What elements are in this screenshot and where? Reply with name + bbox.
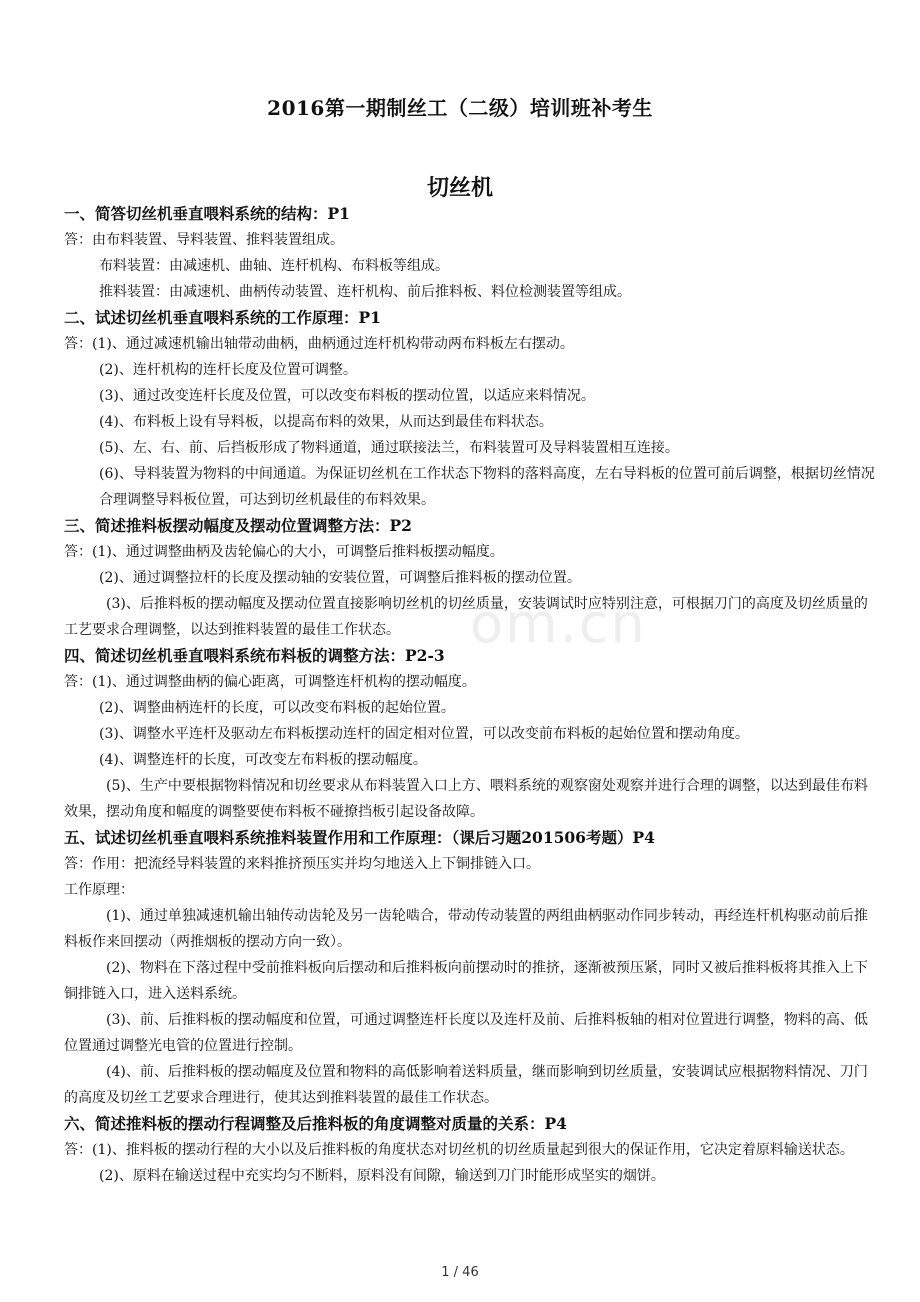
question-4-answer: 答：(1)、通过调整曲柄的偏心距离，可调整连杆机构的摆动幅度。 bbox=[64, 674, 476, 690]
question-5-line: (1)、通过单独减速机输出轴传动齿轮及另一齿轮啮合，带动传动装置的两组曲柄驱动作同步转动，再经连杆机构驱动前后推料板作来回摆动（两推烟板的摆动方向一致）。 bbox=[64, 908, 868, 950]
question-3-line: (2)、通过调整拉杆的长度及摆动轴的安装位置，可调整后推料板的摆动位置。 bbox=[99, 570, 581, 586]
question-3-line: (3)、后推料板的摆动幅度及摆动位置直接影响切丝机的切丝质量，安装调试时应特别注意，可根据刀门的高度及切丝质量的工艺要求合理调整，以达到推料装置的最佳工作状态。 bbox=[64, 596, 868, 638]
question-2-line: (3)、通过改变连杆长度及位置，可以改变布料板的摆动位置，以适应来料情况。 bbox=[99, 388, 595, 404]
question-4-title: 四、简述切丝机垂直喂料系统布料板的调整方法：P2-3 bbox=[64, 646, 445, 665]
section-title: 切丝机 bbox=[426, 175, 493, 201]
question-1-line: 推料装置：由减速机、曲柄传动装置、连杆机构、前后推料板、料位检测装置等组成。 bbox=[99, 284, 631, 300]
question-5-line: (4)、前、后推料板的摆动幅度及位置和物料的高低影响着送料质量，继而影响到切丝质量，安装调试应根据物料情况、刀门的高度及切丝工艺要求合理进行，使其达到推料装置的最佳工作状态。 bbox=[64, 1064, 868, 1106]
question-4-line: (3)、调整水平连杆及驱动左布料板摆动连杆的固定相对位置，可以改变前布料板的起始位置和摆动角度。 bbox=[99, 726, 749, 742]
question-6-answer: 答：(1)、推料板的摆动行程的大小以及后推料板的角度状态对切丝机的切丝质量起到很大的保证作用，它决定着原料输送状态。 bbox=[64, 1142, 854, 1158]
page-number: 1 / 46 bbox=[441, 1265, 479, 1280]
question-3-answer: 答：(1)、通过调整曲柄及齿轮偏心的大小，可调整后推料板摆动幅度。 bbox=[64, 544, 504, 560]
question-2-line: (2)、连杆机构的连杆长度及位置可调整。 bbox=[99, 362, 357, 378]
question-2-line: (5)、左、右、前、后挡板形成了物料通道，通过联接法兰，布料装置可及导料装置相互连接。 bbox=[99, 440, 679, 456]
question-3-title: 三、简述推料板摆动幅度及摆动位置调整方法：P2 bbox=[64, 516, 412, 535]
question-4-line: (5)、生产中要根据物料情况和切丝要求从布料装置入口上方、喂料系统的观察窗处观察并进行合理的调整，以达到最佳布料效果，摆动角度和幅度的调整要使布料板不碰撩挡板引起设备故障。 bbox=[64, 778, 868, 820]
question-5-line: (3)、前、后推料板的摆动幅度和位置，可通过调整连杆长度以及连杆及前、后推料板轴的相对位置进行调整，物料的高、低位置通过调整光电管的位置进行控制。 bbox=[64, 1012, 868, 1054]
question-2-title: 二、试述切丝机垂直喂料系统的工作原理：P1 bbox=[64, 308, 381, 327]
question-1-answer: 答：由布料装置、导料装置、推料装置组成。 bbox=[64, 232, 344, 248]
document-title: 2016第一期制丝工（二级）培训班补考生 bbox=[267, 96, 653, 120]
question-4-line: (4)、调整连杆的长度，可改变左布料板的摆动幅度。 bbox=[99, 752, 427, 768]
question-1-line: 布料装置：由减速机、曲轴、连杆机构、布料板等组成。 bbox=[99, 258, 449, 274]
question-5-title: 五、试述切丝机垂直喂料系统推料装置作用和工作原理：（课后习题201506考题）P4 bbox=[64, 828, 655, 847]
watermark: om.cn bbox=[470, 592, 647, 655]
question-2-line: (4)、布料板上设有导料板，以提高布料的效果，从而达到最佳布料状态。 bbox=[99, 414, 553, 430]
question-2-answer: 答：(1)、通过减速机输出轴带动曲柄，曲柄通过连杆机构带动两布料板左右摆动。 bbox=[64, 336, 574, 352]
question-2-line: (6)、导料装置为物料的中间通道。为保证切丝机在工作状态下物料的落料高度，左右导料板的位置可前后调整，根据切丝情况合理调整导料板位置，可达到切丝机最佳的布料效果。 bbox=[99, 466, 875, 508]
question-5-line: (2)、物料在下落过程中受前推料板向后摆动和后推料板向前摆动时的推挤，逐渐被预压紧，同时又被后推料板将其推入上下铜排链入口，进入送料系统。 bbox=[64, 960, 868, 1002]
document-body bbox=[64, 201, 880, 1189]
question-6-title: 六、简述推料板的摆动行程调整及后推料板的角度调整对质量的关系：P4 bbox=[64, 1114, 567, 1133]
question-6-line: (2)、原料在输送过程中充实均匀不断料，原料没有间隙，输送到刀门时能形成坚实的烟饼。 bbox=[99, 1168, 665, 1184]
question-5-answer: 答：作用：把流经导料装置的来料推挤预压实并均匀地送入上下铜排链入口。 bbox=[64, 856, 540, 872]
question-1-title: 一、简答切丝机垂直喂料系统的结构：P1 bbox=[64, 204, 350, 223]
question-4-line: (2)、调整曲柄连杆的长度，可以改变布料板的起始位置。 bbox=[99, 700, 455, 716]
question-5-line: 工作原理： bbox=[64, 882, 134, 898]
